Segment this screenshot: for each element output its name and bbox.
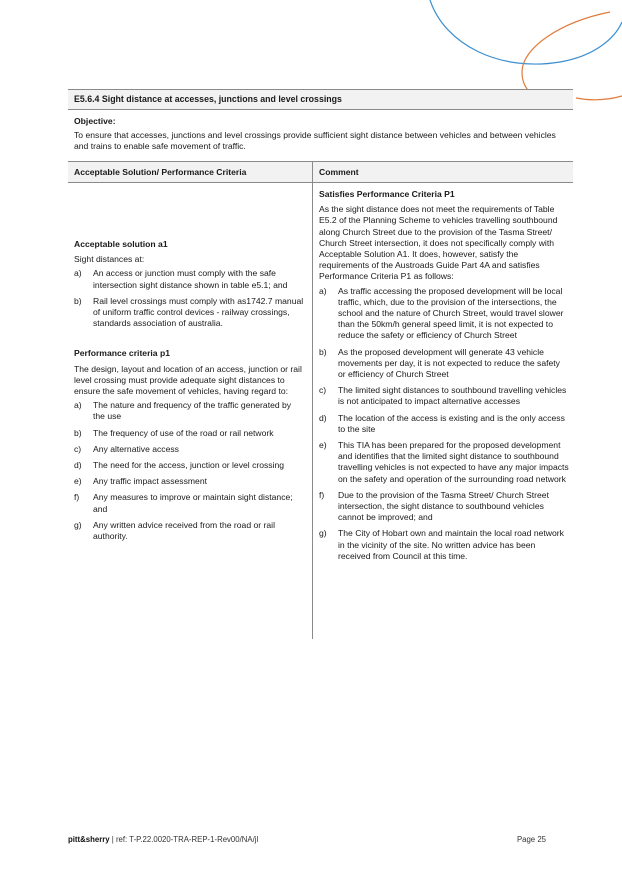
list-item <box>319 528 569 562</box>
list-text: Any traffic impact assessment <box>93 476 207 487</box>
list-text: The location of the access is existing and is the only access to the site <box>338 412 565 434</box>
list-item <box>319 440 569 485</box>
comment-heading: Satisfies Performance Criteria P1 <box>319 189 455 199</box>
column-divider <box>312 183 313 639</box>
list-item <box>74 476 304 487</box>
header-comment: Comment <box>312 161 573 183</box>
list-marker: a) <box>74 400 82 411</box>
blue-arc <box>430 0 622 64</box>
list-item <box>74 268 304 290</box>
list-marker: b) <box>74 295 82 306</box>
header-acceptable-solution: Acceptable Solution/ Performance Criteria <box>68 161 312 183</box>
comment-list <box>319 286 569 562</box>
acceptable-solution-list <box>74 268 304 329</box>
list-item <box>319 490 569 524</box>
comment-column <box>319 189 569 567</box>
list-marker: b) <box>74 427 82 438</box>
acceptable-solution-heading: Acceptable solution a1 <box>74 239 168 249</box>
list-text: As the proposed development will generate 43 vehicle movements per day, it is not expected to reduce the safety or efficiency of Church Street <box>338 346 560 380</box>
list-marker: g) <box>74 519 82 530</box>
objective-text: To ensure that accesses, junctions and level crossings provide sufficient sight distance between vehicles and between vehicles and trains to enable safe movement of traffic. <box>74 130 556 152</box>
section-title: E5.6.4 Sight distance at accesses, junctions and level crossings <box>68 89 573 110</box>
list-item <box>74 296 304 330</box>
list-item <box>74 428 304 439</box>
comment-intro: As the sight distance does not meet the requirements of Table E5.2 of the Planning Scheme to vehicles travelling southbound along Church Street due to the provision of the Tasma Street/ Church Street intersection, it does not specifically comply with Acceptable Solution A1. It does, however, satisfy the requirements of the Austroads Guide Part 4A and satisfies Performance Criteria P1 as follows: <box>319 204 558 282</box>
list-text: The City of Hobart own and maintain the local road network in the vicinity of the site. No written advice has been received from Council at this time. <box>338 528 564 561</box>
list-marker: g) <box>319 528 327 539</box>
objective-label: Objective: <box>74 116 116 126</box>
list-text: The need for the access, junction or level crossing <box>93 460 285 471</box>
list-marker: a) <box>319 285 327 296</box>
page-number: Page 25 <box>516 835 546 844</box>
list-text: The limited sight distances to southbound travelling vehicles is not anticipated to impact alternative accesses <box>338 385 567 407</box>
list-item <box>319 385 569 407</box>
orange-tail <box>576 96 622 100</box>
list-text: Any alternative access <box>93 443 179 454</box>
list-marker: f) <box>319 489 325 500</box>
document-reference: | ref: T-P.22.0020-TRA-REP-1-Rev00/NA/jl <box>109 835 259 844</box>
list-marker: d) <box>74 460 82 471</box>
performance-criteria-list <box>74 400 304 542</box>
list-item <box>74 520 304 542</box>
list-marker: f) <box>74 492 80 503</box>
list-item <box>319 347 569 381</box>
list-text: Due to the provision of the Tasma Street/ Church Street intersection, the sight distance to southbound vehicles cannot be improved; and <box>338 489 549 523</box>
performance-criteria-heading: Performance criteria p1 <box>74 348 171 359</box>
list-text: As traffic accessing the proposed development will be local traffic, which, due to the provision of the intersections, the school and the nature of Church Street, would travel slower than the 50km/h general speed limit, it is not expected to reduce the safety or efficiency of Church Street <box>338 285 564 341</box>
list-text: Any written advice received from the road or rail authority. <box>93 519 275 542</box>
page-footer <box>68 834 546 845</box>
list-item <box>74 400 304 422</box>
list-marker: e) <box>319 440 327 451</box>
acceptable-solution-intro: Sight distances at: <box>74 254 145 265</box>
list-text: The nature and frequency of the traffic generated by the use <box>93 400 292 422</box>
list-item <box>74 492 304 514</box>
list-marker: c) <box>319 385 327 396</box>
list-item <box>319 286 569 342</box>
objective-block <box>74 116 572 153</box>
performance-criteria-intro: The design, layout and location of an access, junction or rail level crossing must provide adequate sight distances to ensure the safe movement of vehicles, having regard to: <box>74 363 302 397</box>
orange-arc <box>522 12 610 99</box>
list-item <box>319 413 569 435</box>
list-marker: e) <box>74 476 82 487</box>
list-marker: c) <box>74 443 82 454</box>
list-text: Rail level crossings must comply with as1742.7 manual of uniform traffic control devices - railway crossings, standards association of australia. <box>93 295 304 329</box>
list-text: The frequency of use of the road or rail network <box>93 427 274 438</box>
list-marker: b) <box>319 346 327 357</box>
list-text: This TIA has been prepared for the proposed development and identifies that the limited sight distance to southbound travelling vehicles is not expected to have any major impacts on the safety and operation of the surrounding road network <box>338 440 569 484</box>
list-marker: d) <box>319 412 327 423</box>
list-item <box>74 444 304 455</box>
criteria-column <box>74 239 304 547</box>
list-item <box>74 460 304 471</box>
list-text: An access or junction must comply with the safe intersection sight distance shown in table e5.1; and <box>93 268 288 290</box>
brand-name: pitt&sherry <box>68 835 110 844</box>
list-text: Any measures to improve or maintain sight distance; and <box>93 492 293 514</box>
criteria-table <box>68 161 573 639</box>
list-marker: a) <box>74 268 82 279</box>
